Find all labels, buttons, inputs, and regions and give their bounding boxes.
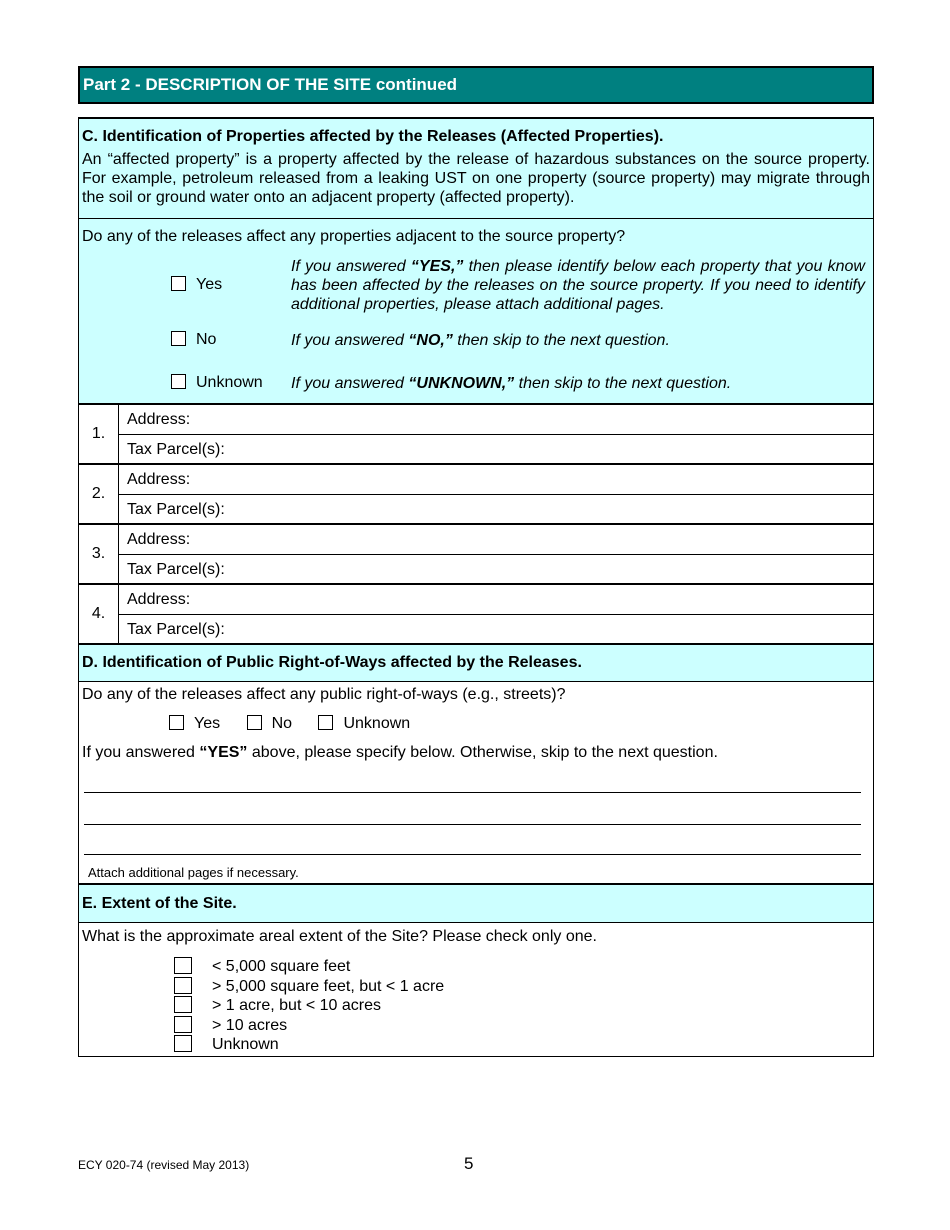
property-row: [79, 585, 873, 645]
checkbox-row-yes[interactable]: [169, 715, 184, 730]
address-field[interactable]: Address:: [119, 585, 873, 615]
extent-label: Unknown: [212, 1036, 279, 1054]
instruction-yes-bold: “YES,”: [410, 258, 464, 275]
section-d-body: [78, 682, 874, 885]
tax-parcel-field[interactable]: Tax Parcel(s):: [127, 501, 225, 518]
option-unknown[interactable]: [171, 374, 263, 392]
property-row: [79, 465, 873, 525]
page-number: 5: [464, 1154, 474, 1173]
extent-option[interactable]: [174, 957, 444, 977]
extent-checkbox[interactable]: [174, 1016, 192, 1033]
property-number: 1.: [79, 405, 119, 463]
checkbox-no[interactable]: [171, 331, 186, 346]
note-post: above, please specify below. Otherwise, skip to the next question.: [247, 744, 718, 761]
instruction-yes-post: then please identify below each property that you know has been affected by the releases on the source property. If you need to identify additional properties, please attach additional pages.: [291, 258, 865, 313]
property-number: 2.: [79, 465, 119, 523]
note-bold: “YES”: [199, 744, 248, 761]
section-c-header: [78, 117, 874, 219]
extent-checkbox[interactable]: [174, 1035, 192, 1052]
property-row: [79, 405, 873, 465]
row-option-no-label: No: [271, 715, 293, 732]
tax-parcel-field[interactable]: Tax Parcel(s):: [127, 441, 225, 458]
checkbox-row-unknown[interactable]: [318, 715, 333, 730]
extent-checkbox[interactable]: [174, 957, 192, 974]
instruction-no-bold: “NO,”: [408, 332, 453, 349]
row-option-unknown[interactable]: [318, 715, 410, 732]
checkbox-row-no[interactable]: [247, 715, 262, 730]
section-d-question: Do any of the releases affect any public right-of-ways (e.g., streets)?: [82, 686, 566, 703]
checkbox-unknown[interactable]: [171, 374, 186, 389]
address-field[interactable]: Address:: [119, 405, 873, 435]
extent-checkbox[interactable]: [174, 977, 192, 994]
instruction-unknown-bold: “UNKNOWN,”: [408, 375, 515, 392]
option-yes-label: Yes: [196, 276, 223, 293]
option-no[interactable]: [171, 331, 216, 349]
property-row: [79, 525, 873, 585]
address-field[interactable]: Address:: [119, 525, 873, 555]
extent-checkbox[interactable]: [174, 996, 192, 1013]
section-e-title: E. Extent of the Site.: [78, 885, 874, 923]
instruction-no-post: then skip to the next question.: [452, 332, 670, 349]
answer-line-1[interactable]: [84, 792, 861, 793]
tax-parcel-field[interactable]: Tax Parcel(s):: [127, 561, 225, 578]
instruction-yes-pre: If you answered: [291, 258, 411, 275]
row-option-yes[interactable]: [169, 715, 220, 732]
row-option-unknown-label: Unknown: [343, 715, 411, 732]
option-no-label: No: [196, 331, 217, 348]
property-number: 3.: [79, 525, 119, 583]
option-unknown-label: Unknown: [196, 374, 263, 391]
instruction-unknown-pre: If you answered: [291, 375, 409, 392]
extent-option[interactable]: [174, 977, 444, 997]
section-c-question: Do any of the releases affect any properties adjacent to the source property?: [82, 228, 626, 245]
instruction-unknown: [291, 374, 865, 393]
answer-line-3[interactable]: [84, 854, 861, 855]
extent-option[interactable]: [174, 1035, 444, 1055]
section-d-options: [169, 715, 432, 733]
section-e-question: What is the approximate areal extent of the Site? Please check only one.: [82, 928, 597, 945]
instruction-unknown-post: then skip to the next question.: [514, 375, 732, 392]
section-c-question-block: [78, 219, 874, 405]
note-pre: If you answered: [82, 744, 200, 761]
section-e-body: [78, 923, 874, 1057]
part-header: Part 2 - DESCRIPTION OF THE SITE continued: [78, 66, 874, 104]
tax-parcel-field[interactable]: Tax Parcel(s):: [127, 621, 225, 638]
instruction-yes: [291, 257, 865, 314]
option-yes[interactable]: [171, 276, 222, 294]
row-option-yes-label: Yes: [194, 715, 221, 732]
attach-note: Attach additional pages if necessary.: [88, 865, 299, 880]
row-option-no[interactable]: [247, 715, 292, 732]
affected-properties-table: [78, 405, 874, 645]
property-number: 4.: [79, 585, 119, 645]
instruction-no-pre: If you answered: [291, 332, 409, 349]
section-c-description: An “affected property” is a property affected by the release of hazardous substances on the source property. For example, petroleum released from a leaking UST on one property (source property) may migrate through the soil or ground water onto an adjacent property (affected property).: [82, 151, 870, 206]
extent-option[interactable]: [174, 1016, 444, 1036]
extent-label: < 5,000 square feet: [212, 958, 351, 975]
form-id: ECY 020-74 (revised May 2013): [78, 1158, 250, 1172]
extent-label: > 10 acres: [212, 1016, 288, 1034]
address-field[interactable]: Address:: [119, 465, 873, 495]
checkbox-yes[interactable]: [171, 276, 186, 291]
extent-option[interactable]: [174, 996, 444, 1016]
site-extent-options: [174, 957, 444, 1055]
extent-label: > 1 acre, but < 10 acres: [212, 997, 381, 1015]
section-d-note: [82, 744, 718, 762]
instruction-no: [291, 331, 865, 350]
extent-label: > 5,000 square feet, but < 1 acre: [212, 977, 445, 995]
answer-line-2[interactable]: [84, 824, 861, 825]
section-d-title: D. Identification of Public Right-of-Ways affected by the Releases.: [78, 645, 874, 682]
section-c-title: C. Identification of Properties affected by the Releases (Affected Properties).: [82, 128, 664, 145]
